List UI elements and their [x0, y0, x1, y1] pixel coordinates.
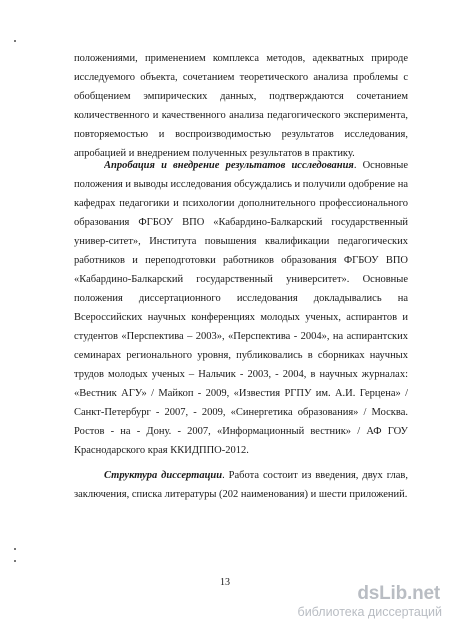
- body-line: работников и переподготовки работников образования ФГБОУ ВПО: [74, 255, 408, 266]
- watermark-logo: dsLib.net: [357, 583, 440, 604]
- body-line: апробацией и внедрением полученных результатов в практику.: [74, 148, 355, 159]
- body-line: «Вестник АГУ» / Майкоп - 2009, «Известия РГПУ им. А.И. Герцена» /: [74, 388, 408, 399]
- watermark-subtitle: библиотека диссертаций: [297, 605, 442, 619]
- scan-mark: [14, 40, 16, 42]
- scan-mark: [14, 548, 16, 550]
- body-line: Всероссийских научных конференциях молодых ученых, аспирантов и: [74, 312, 408, 323]
- body-line: кафедрах педагогики и психологии дополнительного профессионального: [74, 198, 408, 209]
- page-number: 13: [220, 577, 230, 588]
- body-line: исследуемого объекта, сочетанием теоретического анализа проблемы с: [74, 72, 408, 83]
- body-line: универ-ситет», Института повышения квалификации педагогических: [74, 236, 408, 247]
- structure-first-line-rest: . Работа состоит из введения, двух глав,: [222, 470, 408, 481]
- body-line: образования ФГБОУ ВПО «Кабардино-Балкарский государственный: [74, 217, 408, 228]
- body-line: положения диссертационного исследования докладывались на: [74, 293, 408, 304]
- body-line: семинарах регионального уровня, публиковались в сборниках научных: [74, 350, 408, 361]
- approbation-first-line: [104, 160, 408, 172]
- body-line: трудов молодых ученых – Нальчик - 2003, - 2004, в научных журналах:: [74, 369, 408, 380]
- body-line: положения и выводы исследования обсуждались и получили одобрение на: [74, 179, 408, 190]
- body-line: «Кабардино-Балкарский государственный университет». Основные: [74, 274, 408, 285]
- structure-heading: Структура диссертации: [104, 470, 223, 481]
- approbation-first-line-rest: . Основные: [353, 160, 408, 171]
- body-line: заключения, списка литературы (202 наименования) и шести приложений.: [74, 489, 408, 500]
- body-line: студентов «Перспектива – 2003», «Перспектива - 2004», на аспирантских: [74, 331, 408, 342]
- structure-first-line: [104, 470, 408, 482]
- body-line: положениями, применением комплекса методов, адекватных природе: [74, 53, 408, 64]
- approbation-heading: Апробация и внедрение результатов исследования: [104, 160, 354, 171]
- body-line: повторяемостью и воспроизводимостью результатов исследования,: [74, 129, 408, 140]
- body-line: Ростов - на - Дону. - 2007, «Информационный вестник» / АФ ГОУ: [74, 426, 408, 437]
- body-line: Санкт-Петербург - 2007, - 2009, «Синергетика образования» / Москва.: [74, 407, 408, 418]
- body-line: количественного и качественного анализа педагогического эксперимента,: [74, 110, 408, 121]
- scan-mark: [14, 560, 16, 562]
- body-line: обобщением эмпирических данных, подтверждаются сочетанием: [74, 91, 408, 102]
- body-line: Краснодарского края ККИДППО-2012.: [74, 445, 249, 456]
